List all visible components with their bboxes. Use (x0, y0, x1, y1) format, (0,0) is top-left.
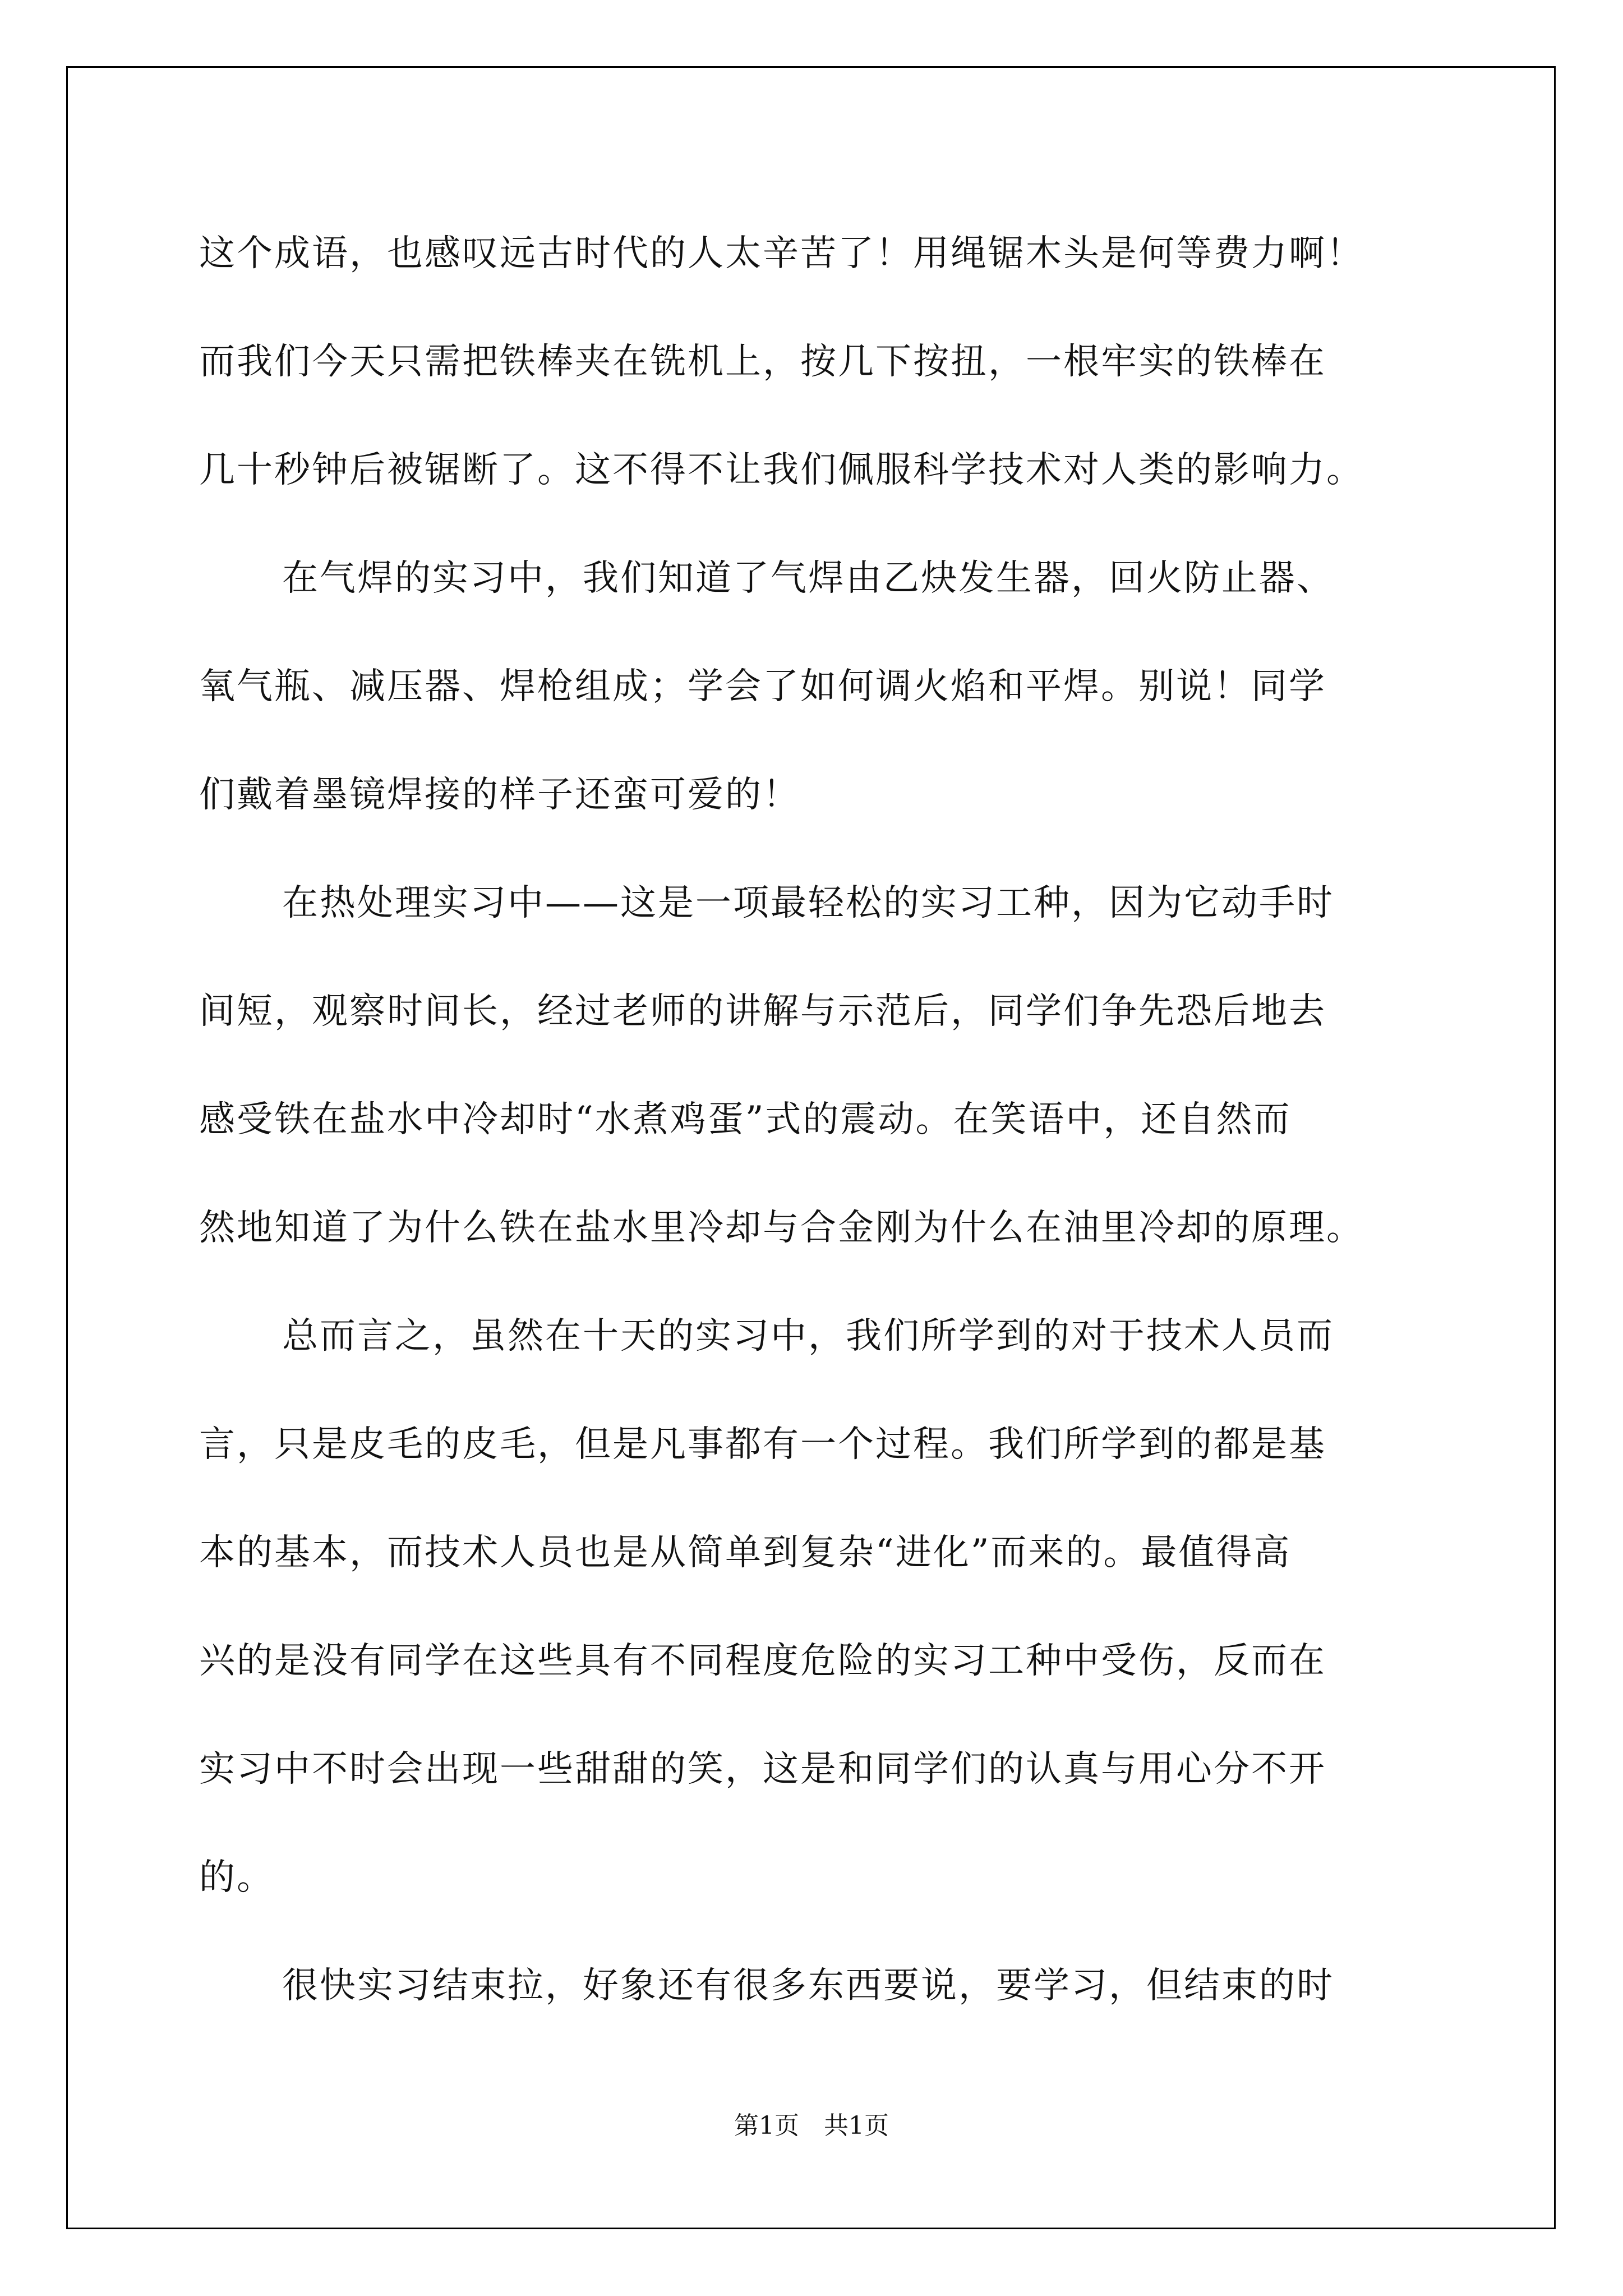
text-line: 这个成语，也感叹远古时代的人太辛苦了！用绳锯木头是何等费力啊！ (199, 233, 1364, 274)
text-line: 然地知道了为什么铁在盐水里冷却与合金刚为什么在油里冷却的原理。 (199, 1207, 1364, 1249)
text-line: 总而言之，虽然在十天的实习中，我们所学到的对于技术人员而 (282, 1315, 1334, 1357)
text-line: 的。 (199, 1857, 274, 1898)
text-line: 本的基本，而技术人员也是从简单到复杂“进化”而来的。最值得高 (199, 1532, 1292, 1573)
text-line: 而我们今天只需把铁棒夹在铣机上，按几下按扭，一根牢实的铁棒在 (199, 341, 1326, 383)
text-line: 在热处理实习中——这是一项最轻松的实习工种，因为它动手时 (282, 882, 1334, 924)
text-line: 实习中不时会出现一些甜甜的笑，这是和同学们的认真与用心分不开 (199, 1749, 1326, 1790)
text-line: 很快实习结束拉，好象还有很多东西要说，要学习，但结束的时 (282, 1965, 1334, 2007)
text-line: 氧气瓶、减压器、焊枪组成；学会了如何调火焰和平焊。别说！同学 (199, 666, 1326, 707)
text-line: 几十秒钟后被锯断了。这不得不让我们佩服科学技术对人类的影响力。 (199, 449, 1364, 491)
text-line: 间短，观察时间长，经过老师的讲解与示范后，同学们争先恐后地去 (199, 991, 1326, 1032)
page-footer: 第1页 共1页 (734, 2111, 889, 2140)
page-border (66, 66, 1556, 2229)
text-line: 言，只是皮毛的皮毛，但是凡事都有一个过程。我们所学到的都是基 (199, 1424, 1326, 1465)
text-line: 们戴着墨镜焊接的样子还蛮可爱的！ (199, 774, 800, 816)
text-line: 在气焊的实习中，我们知道了气焊由乙炔发生器，回火防止器、 (282, 558, 1334, 599)
text-line: 兴的是没有同学在这些具有不同程度危险的实习工种中受伤，反而在 (199, 1640, 1326, 1682)
text-line: 感受铁在盐水中冷却时“水煮鸡蛋”式的震动。在笑语中，还自然而 (199, 1099, 1292, 1140)
